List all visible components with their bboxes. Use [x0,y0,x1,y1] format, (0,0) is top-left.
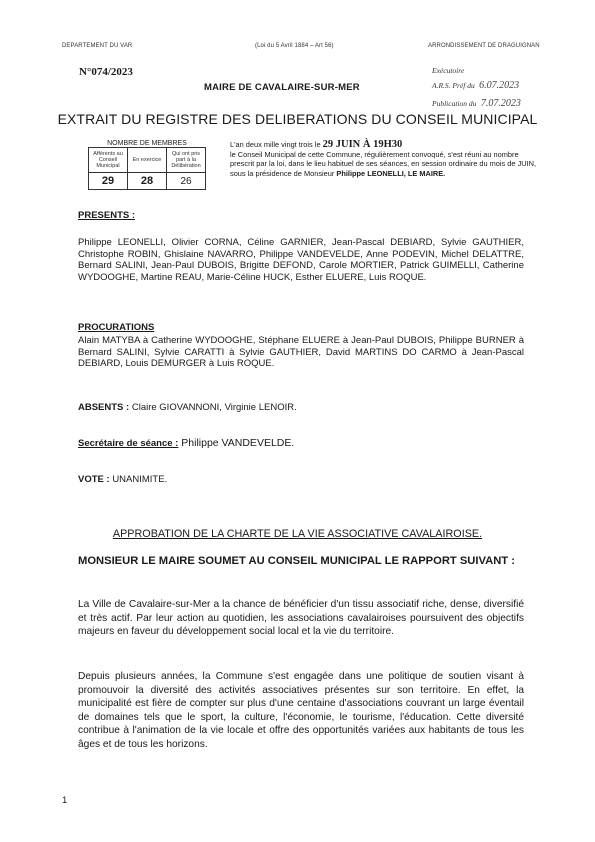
intro-line1: L'an deux mille vingt trois le [230,140,321,149]
intro-line2: le Conseil Municipal de cette Commune, régulièrement convoqué, s'est réuni au nombre prescrit par la loi, dans le lieu habituel de ses séances, en session ordinaire du mois de JUIN, [230,149,537,169]
executoire-label: Exécutoire [432,66,465,75]
main-title: EXTRAIT DU REGISTRE DES DELIBERATIONS DU CONSEIL MUNICIPAL [57,111,538,127]
ars-label: A.R.S. Préf du [432,81,475,90]
absents-text: Claire GIOVANNONI, Virginie LENOIR. [131,402,297,413]
session-intro [230,140,540,178]
vote-label: VOTE : [78,474,110,485]
procurations-title: PROCURATIONS [78,322,155,333]
members-col-afferents: Afférents au Conseil Municipal [89,148,128,173]
procurations-list: Alain MATYBA à Catherine WYDOOGHE, Stéphane ELUERE à Jean-Paul DUBOIS, Philippe BURNER à Bernard SALINI, Sylvie CARATTI à Sylvie GAUTHIER, David MARTINS DO CARMO à Jean-Pascal DEBIARD, Louis DEMURGER à Luis ROQUE. [78,335,524,370]
paragraph-1: La Ville de Cavalaire-sur-Mer a la chance de bénéficier d'un tissu associatif riche, dense, diversifié et très actif. Par leur action au quotidien, les associations cavalairoises poursuivent des objectifs majeurs en faveur du développement social local et la vie du territoire. [78,599,524,638]
members-col-part: Qui ont pris part à la Délibération [167,148,206,173]
members-table [88,147,206,190]
header-arrondissement: ARRONDISSEMENT DE DRAGUIGNAN [428,43,540,49]
rapport-heading: MONSIEUR LE MAIRE SOUMET AU CONSEIL MUNICIPAL LE RAPPORT SUIVANT : [78,555,515,567]
intro-line3: sous la présidence de Monsieur [230,168,335,178]
members-block [88,140,206,190]
secretaire-text: Philippe VANDEVELDE. [181,437,295,449]
absents-label: ABSENTS : [78,402,130,413]
header-loi: (Loi du 5 Avril 1884 – Art 56) [255,43,334,49]
session-date: 29 JUIN À 19H30 [322,139,403,150]
page-number: 1 [62,795,68,806]
vote-line [78,474,167,485]
members-val-exercice: 28 [128,173,167,190]
ars-date: 6.07.2023 [479,80,520,91]
members-val-afferents: 29 [89,173,128,190]
header-departement: DEPARTEMENT DU VAR [62,43,133,49]
members-col-exercice: En exercice [128,148,167,173]
vote-text: UNANIMITE. [112,474,168,485]
presents-list: Philippe LEONELLI, Olivier CORNA, Céline GARNIER, Jean-Pascal DEBIARD, Sylvie GAUTHIER, Christophe ROBIN, Ghislaine NAVARRO, Philippe VANDEVELDE, Anne PODEVIN, Michel DELATTRE, Bernard SALINI, Jean-Paul DUBOIS, Brigitte DEFOND, Carole MORTIER, Patrick GUIMELLI, Catherine WYDOOGHE, Martine REAU, Marie-Céline HUCK, Esther ELUERE, Luis ROQUE. [78,237,524,283]
publication-date: 7.07.2023 [480,98,521,109]
paragraph-2: Depuis plusieurs années, la Commune s'est engagée dans une politique de soutien visant à promouvoir la diversité des activités associatives présentes sur son territoire. En effet, la municipalité est fière de compter sur plus d'une centaine d'associations couvrant un large éventail de domaines tels que le sport, la culture, l'économie, le tourisme, l'éducation. Cette diversité contribue à l'animation de la vie locale et offre des opportunités variées aux habitants de tous les âges et de tous les horizons. [78,671,524,750]
president-name: Philippe LEONELLI, LE MAIRE. [336,168,446,178]
publication-label: Publication du [432,99,477,108]
executoire-stamp [432,66,572,111]
mayor-title: MAIRE DE CAVALAIRE-SUR-MER [204,82,360,93]
approbation-title: APPROBATION DE LA CHARTE DE LA VIE ASSOCIATIVE CAVALAIROISE. [112,528,483,540]
members-header: NOMBRE DE MEMBRES [107,140,187,147]
members-val-part: 26 [167,173,206,190]
secretaire-line [78,437,294,449]
deliberation-number: N°074/2023 [79,66,133,78]
secretaire-label: Secrétaire de séance : [78,438,179,449]
absents-line [78,402,297,413]
presents-title: PRESENTS : [78,210,136,221]
